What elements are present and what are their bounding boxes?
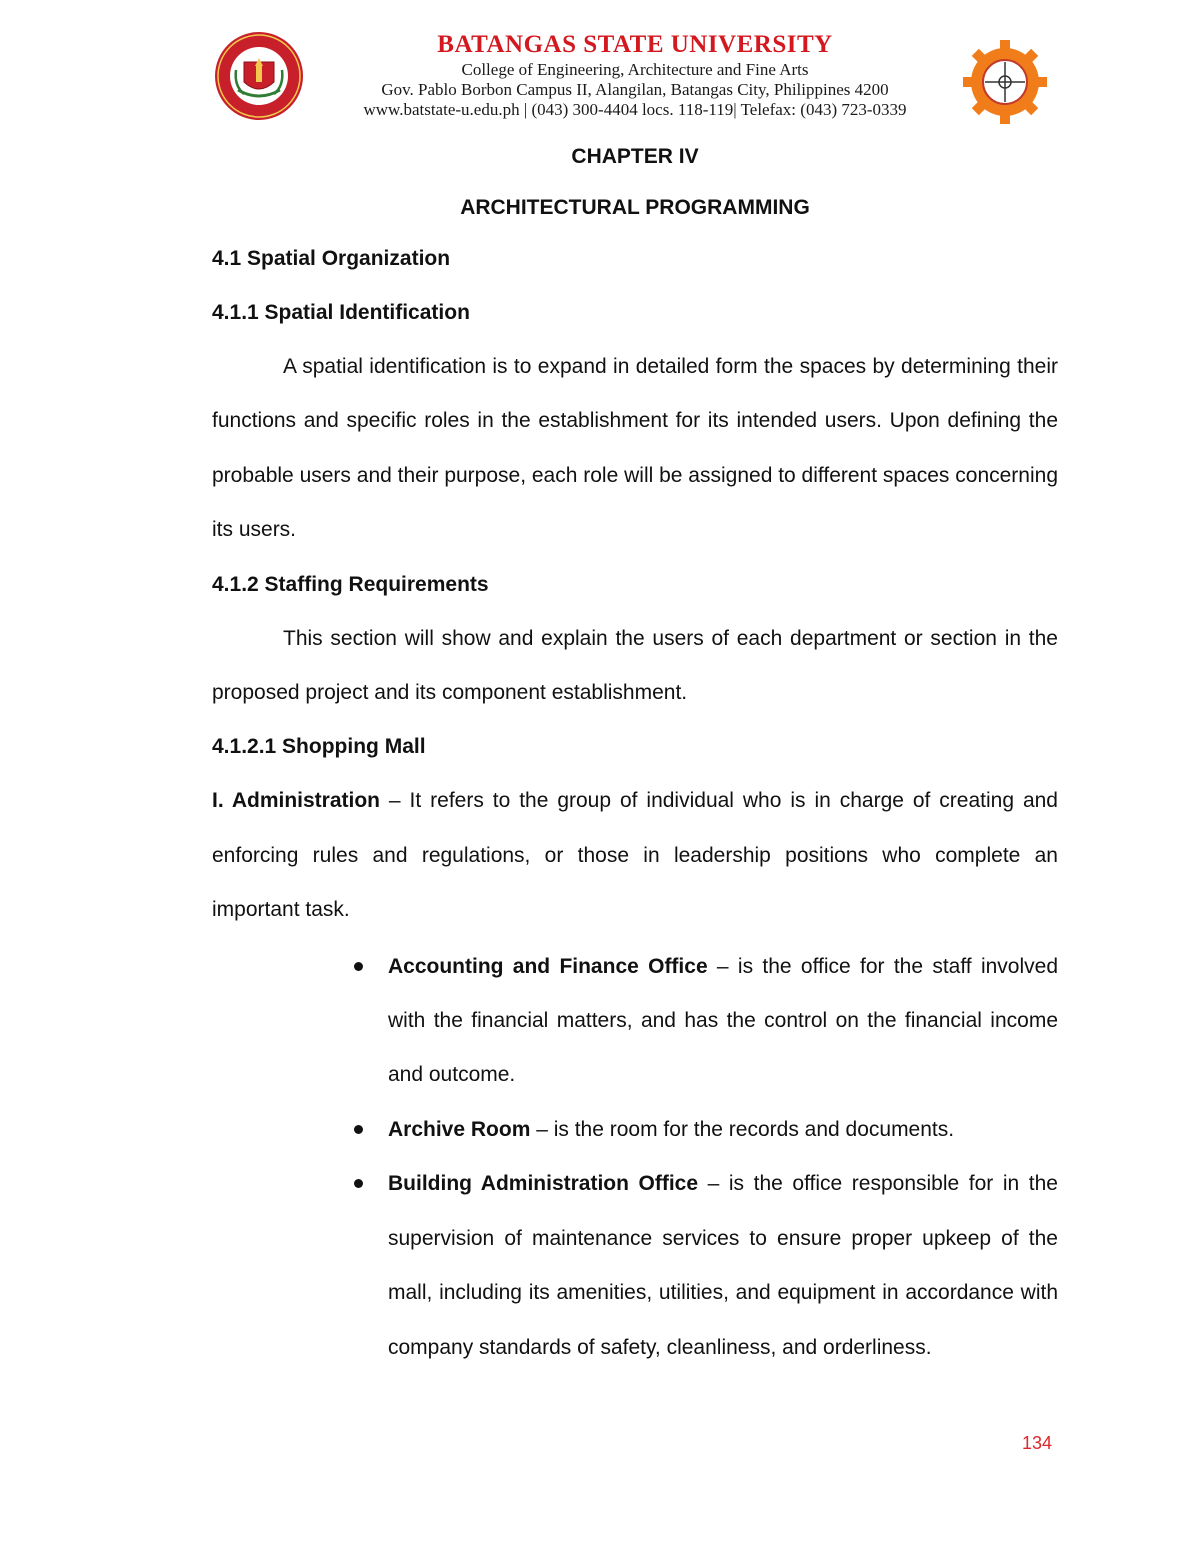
chapter-title: ARCHITECTURAL PROGRAMMING [460, 196, 810, 219]
page-number: 134 [1022, 1433, 1053, 1453]
list-item-term: Archive Room [388, 1117, 531, 1141]
department-list [212, 940, 1058, 1375]
bullet-icon [354, 1125, 363, 1134]
list-item-definition: – is the office responsible for in the supervision of maintenance services to ensure proper upkeep of the mall, including its amenities, utilities, and equipment in accordance with company standards of safety, cleanliness, and orderliness. [388, 1172, 1058, 1359]
college-gear-logo [955, 40, 1055, 124]
college-name: College of Engineering, Architecture and Fine Arts [461, 60, 809, 79]
list-item-definition: – is the office for the staff involved with the financial matters, and has the control on the financial income and outcome. [388, 954, 1058, 1087]
paragraph-spatial-identification: A spatial identification is to expand in detailed form the spaces by determining their functions and specific roles in the establishment for its intended users. Upon defining the probable users and their purpose, each role will be assigned to different spaces concerning its users. [212, 355, 1058, 542]
list-item [388, 1103, 1058, 1157]
section-heading-4-1-2: 4.1.2 Staffing Requirements [212, 572, 489, 596]
paragraph-staffing: This section will show and explain the users of each department or section in the proposed project and its component establishment. [212, 626, 1058, 705]
university-name: BATANGAS STATE UNIVERSITY [437, 31, 833, 58]
chapter-heading: CHAPTER IV [571, 145, 699, 168]
letterhead-text [305, 30, 965, 120]
list-item [388, 940, 1058, 1103]
section-heading-4-1-2-1: 4.1.2.1 Shopping Mall [212, 735, 426, 759]
administration-term: I. Administration [212, 789, 380, 813]
list-item [388, 1157, 1058, 1375]
administration-definition: – It refers to the group of individual who is in charge of creating and enforcing rules and regulations, or those in leadership positions who complete an important task. [212, 789, 1058, 922]
contact-info: www.batstate-u.edu.ph | (043) 300-4404 locs. 118-119| Telefax: (043) 723-0339 [363, 100, 907, 119]
university-seal-logo [208, 30, 310, 122]
list-item-term: Accounting and Finance Office [388, 954, 708, 978]
section-heading-4-1: 4.1 Spatial Organization [212, 247, 451, 270]
list-item-term: Building Administration Office [388, 1172, 699, 1196]
document-body [212, 136, 1058, 1375]
paragraph-administration [212, 774, 1058, 937]
bullet-icon [354, 1179, 363, 1188]
section-heading-4-1-1: 4.1.1 Spatial Identification [212, 301, 470, 324]
campus-address: Gov. Pablo Borbon Campus II, Alangilan, Batangas City, Philippines 4200 [381, 80, 889, 99]
bullet-icon [354, 962, 363, 971]
list-item-definition: – is the room for the records and documents. [530, 1117, 955, 1141]
letterhead [0, 0, 1200, 130]
